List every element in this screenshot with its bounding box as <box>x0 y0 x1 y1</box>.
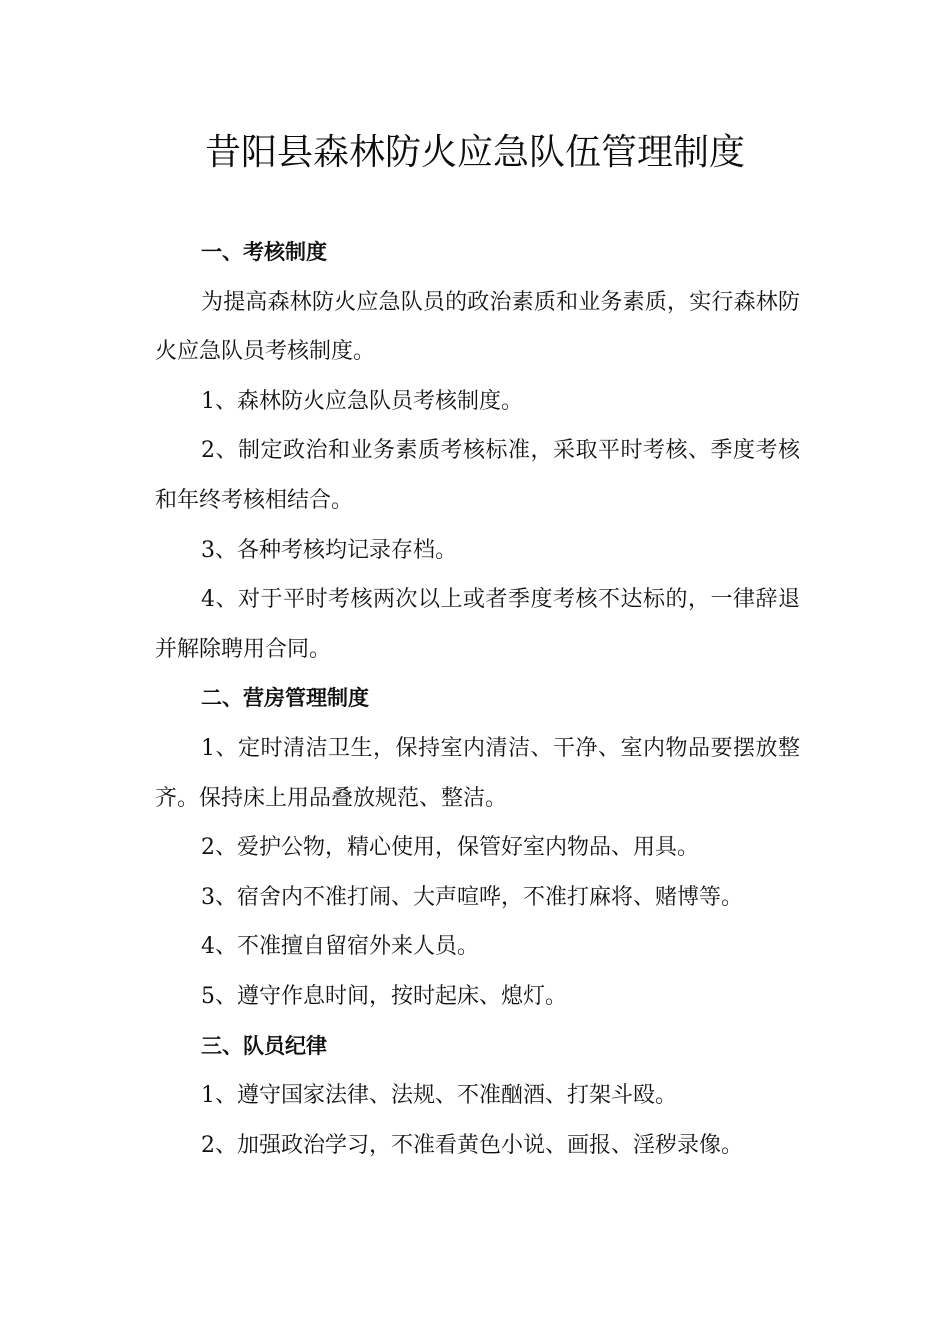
section-heading-barracks: 二、营房管理制度 <box>201 686 369 711</box>
section-heading-assessment: 一、考核制度 <box>201 240 327 264</box>
list-item: 4、不准擅自留宿外来人员。 <box>201 934 479 960</box>
paragraph: 为提高森林防火应急队员的政治素质和业务素质，实行森林防火应急队员考核制度。 <box>155 289 800 365</box>
list-item: 3、宿舍内不准打闹、大声喧哗，不准打麻将、赌博等。 <box>201 884 743 910</box>
section-heading-discipline: 三、队员纪律 <box>201 1033 327 1058</box>
document-body <box>155 228 800 1170</box>
list-item: 5、遵守作息时间，按时起床、熄灯。 <box>201 983 567 1009</box>
list-item: 1、森林防火应急队员考核制度。 <box>201 388 523 414</box>
list-item: 2、制定政治和业务素质考核标准，采取平时考核、季度考核和年终考核相结合。 <box>155 438 800 513</box>
list-item: 3、各种考核均记录存档。 <box>201 537 457 563</box>
document-title: 昔阳县森林防火应急队伍管理制度 <box>204 132 745 173</box>
list-item: 1、定时清洁卫生，保持室内清洁、干净、室内物品要摆放整齐。保持床上用品叠放规范、整洁。 <box>155 735 800 811</box>
list-item: 2、爱护公物，精心使用，保管好室内物品、用具。 <box>201 835 699 861</box>
list-item: 2、加强政治学习，不准看黄色小说、画报、淫秽录像。 <box>201 1132 743 1158</box>
list-item: 1、遵守国家法律、法规、不准酗酒、打架斗殴。 <box>201 1083 677 1109</box>
list-item: 4、对于平时考核两次以上或者季度考核不达标的，一律辞退并解除聘用合同。 <box>155 587 800 662</box>
